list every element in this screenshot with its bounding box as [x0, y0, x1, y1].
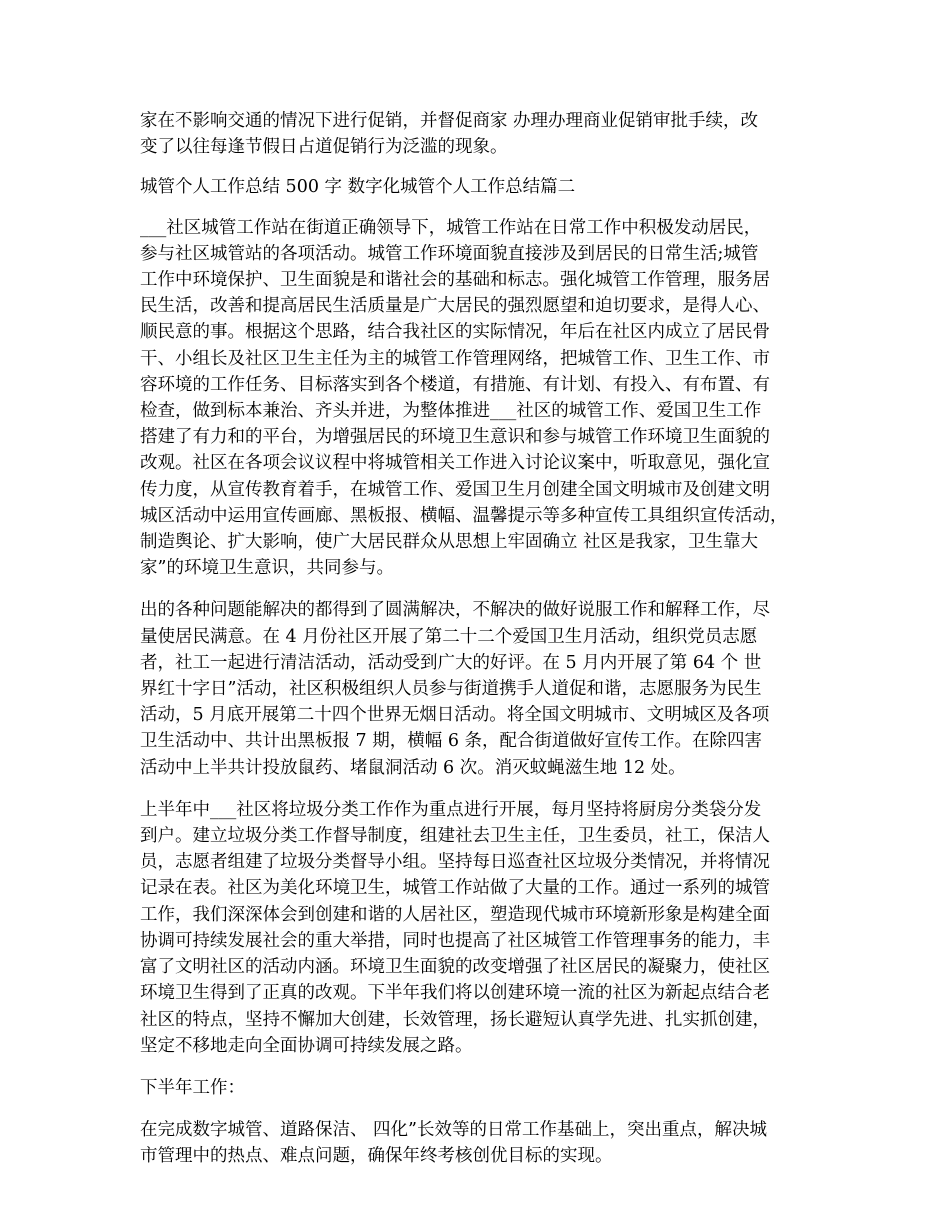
- paragraph-waste-sorting: [140, 797, 820, 1059]
- text-line: 社区的特点，坚持不懈加大创建，长效管理，扬长避短认真学先进、扎实抓创建，: [140, 1009, 770, 1030]
- text-line: 下半年工作：: [140, 1077, 245, 1098]
- text-line: ___社区城管工作站在街道正确领导下，城管工作站在日常工作中积极发动居民，: [140, 217, 762, 238]
- text-line: 顺民意的事。根据这个思路，结合我社区的实际情况，年后在社区内成立了居民骨: [140, 322, 770, 343]
- text-line: 界红十字日”活动，社区积极组织人员参与街道携手人道促和谐，志愿服务为民生: [140, 679, 762, 700]
- text-line: 工作中环境保护、卫生面貌是和谐社会的基础和标志。强化城管工作管理，服务居: [140, 270, 770, 291]
- document-page: [140, 108, 820, 1170]
- text-line: 干、小组长及社区卫生主任为主的城管工作管理网络，把城管工作、卫生工作、市: [140, 348, 770, 369]
- text-line: 家”的环境卫生意识，共同参与。: [140, 558, 394, 579]
- text-line: 市管理中的热点、难点问题，确保年终考核创优目标的实现。: [140, 1146, 613, 1167]
- text-line: 家在不影响交通的情况下进行促销，并督促商家 办理办理商业促销审批手续，改: [140, 111, 759, 131]
- text-line: 民生活，改善和提高居民生活质量是广大居民的强烈愿望和迫切要求，是得人心、: [140, 296, 770, 317]
- paragraph-plan: [140, 1117, 820, 1169]
- text-line: 搭建了有力和的平台，为增强居民的环境卫生意识和参与城管工作环境卫生面貌的: [140, 427, 770, 448]
- text-line: 到户。建立垃圾分类工作督导制度，组建社去卫生主任，卫生委员，社工，保洁人: [140, 826, 770, 847]
- paragraph-intro: [140, 108, 820, 160]
- text-line: 参与社区城管站的各项活动。城管工作环境面貌直接涉及到居民的日常生活;城管: [140, 243, 759, 264]
- paragraph-activities: [140, 597, 820, 780]
- text-line: 坚定不移地走向全面协调可持续发展之路。: [140, 1035, 473, 1056]
- text-line: 出的各种问题能解决的都得到了圆满解决，不解决的做好说服工作和解释工作，尽: [140, 600, 770, 621]
- text-line: 环境卫生得到了正真的改观。下半年我们将以创建环境一流的社区为新起点结合老: [140, 983, 770, 1004]
- text-line: 者，社工一起进行清洁活动，活动受到广大的好评。在 5 月内开展了第 64 个 世: [140, 652, 762, 673]
- text-line: 容环境的工作任务、目标落实到各个楼道，有措施、有计划、有投入、有布置、有: [140, 374, 770, 395]
- text-line: 变了以往每逢节假日占道促销行为泛滥的现象。: [140, 137, 508, 158]
- text-line: 上半年中___社区将垃圾分类工作作为重点进行开展，每月坚持将厨房分类袋分发: [140, 799, 762, 820]
- text-line: 富了文明社区的活动内涵。环境卫生面貌的改变增强了社区居民的凝聚力，使社区: [140, 957, 770, 978]
- text-line: 改观。社区在各项会议议程中将城管相关工作进入讨论议案中，听取意见，强化宣: [140, 453, 770, 474]
- text-line: 传力度，从宣传教育着手，在城管工作、爱国卫生月创建全国文明城市及创建文明: [140, 479, 770, 500]
- text-line: 城区活动中运用宣传画廊、黑板报、横幅、温馨提示等多种宣传工具组织宣传活动，: [140, 505, 788, 526]
- section-heading: [140, 174, 820, 200]
- text-line: 协调可持续发展社会的重大举措，同时也提高了社区城管工作管理事务的能力，丰: [140, 930, 770, 951]
- heading-line: 城管个人工作总结 500 字 数字化城管个人工作总结篇二: [140, 177, 576, 198]
- text-line: 在完成数字城管、道路保洁、 四化”长效等的日常工作基础上，突出重点，解决城: [140, 1120, 768, 1141]
- text-line: 制造舆论、扩大影响，使广大居民群众从思想上牢固确立 社区是我家，卫生靠大: [140, 532, 759, 553]
- text-line: 卫生活动中、共计出黑板报 7 期，横幅 6 条，配合街道做好宣传工作。在除四害: [140, 731, 763, 752]
- text-line: 量使居民满意。在 4 月份社区开展了第二十二个爱国卫生月活动，组织党员志愿: [140, 626, 758, 647]
- paragraph-community-work: [140, 215, 820, 582]
- subheading-second-half: [140, 1075, 820, 1101]
- text-line: 员，志愿者组建了垃圾分类督导小组。坚持每日巡查社区垃圾分类情况，并将情况: [140, 852, 770, 873]
- text-line: 活动，5 月底开展第二十四个世界无烟日活动。将全国文明城市、文明城区及各项: [140, 705, 770, 726]
- text-line: 工作，我们深深体会到创建和谐的人居社区，塑造现代城市环境新形象是构建全面: [140, 904, 770, 925]
- text-line: 活动中上半共计投放鼠药、堵鼠洞活动 6 次。消灭蚊蝇滋生地 12 处。: [140, 757, 686, 778]
- text-line: 记录在表。社区为美化环境卫生，城管工作站做了大量的工作。通过一系列的城管: [140, 878, 770, 899]
- text-line: 检查，做到标本兼治、齐头并进，为整体推进___社区的城管工作、爱国卫生工作: [140, 401, 762, 422]
